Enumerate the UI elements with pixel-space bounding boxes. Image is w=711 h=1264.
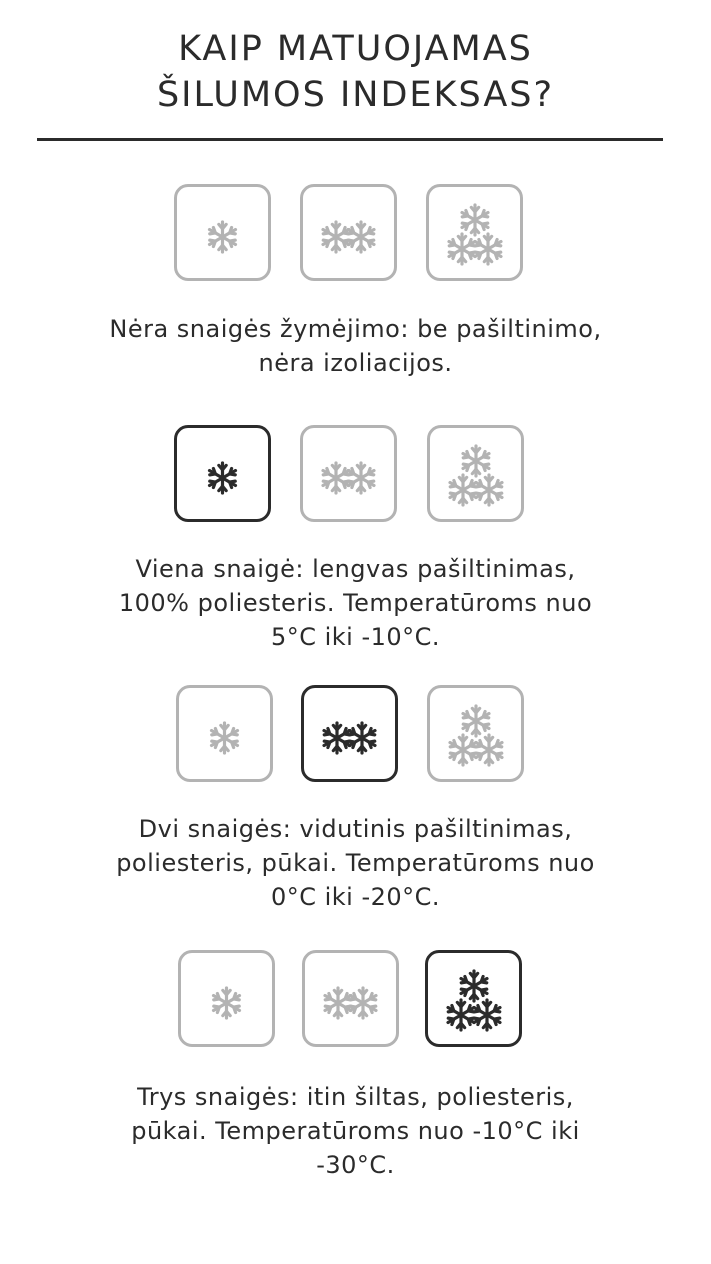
snowflake-2-box [300,184,397,281]
level-one-description [20,552,691,654]
desc-line: Viena snaigė: lengvas pašiltinimas, [135,555,576,583]
title-line-2: ŠILUMOS INDEKSAS? [156,75,555,115]
snowflake-3-icon [430,688,521,779]
snowflake-2-box [301,685,398,782]
snowflake-2-icon [303,187,394,278]
snowflake-3-icon [429,187,520,278]
desc-line: nėra izoliacijos. [258,349,453,377]
desc-line: Trys snaigės: itin šiltas, poliesteris, [137,1083,574,1111]
desc-line: Dvi snaigės: vidutinis pašiltinimas, [138,815,573,843]
desc-line: 5°C iki -10°C. [270,623,441,651]
desc-line: 0°C iki -20°C. [270,883,441,911]
snowflake-1-box [178,950,275,1047]
page-title [0,26,711,118]
snowflake-2-box [302,950,399,1047]
level-none-description [20,312,691,380]
snowflake-3-box [425,950,522,1047]
desc-line: pūkai. Temperatūroms nuo -10°C iki [131,1117,580,1145]
snowflake-3-box [427,425,524,522]
level-two-description [20,812,691,914]
snowflake-2-box [300,425,397,522]
desc-line: poliesteris, pūkai. Temperatūroms nuo [116,849,595,877]
snowflake-1-icon [177,187,268,278]
snowflake-2-icon [305,953,396,1044]
snowflake-3-icon [428,953,519,1044]
level-three-description [20,1080,691,1182]
title-divider [37,138,663,141]
desc-line: 100% poliesteris. Temperatūroms nuo [118,589,593,617]
snowflake-1-box [174,425,271,522]
snowflake-2-icon [304,688,395,779]
snowflake-1-icon [181,953,272,1044]
desc-line: -30°C. [316,1151,395,1179]
snowflake-2-icon [303,428,394,519]
title-line-1: KAIP MATUOJAMAS [178,29,533,69]
snowflake-3-box [426,184,523,281]
snowflake-1-icon [177,428,268,519]
desc-line: Nėra snaigės žymėjimo: be pašiltinimo, [109,315,602,343]
snowflake-1-icon [179,688,270,779]
snowflake-3-box [427,685,524,782]
snowflake-1-box [174,184,271,281]
snowflake-3-icon [430,428,521,519]
snowflake-1-box [176,685,273,782]
